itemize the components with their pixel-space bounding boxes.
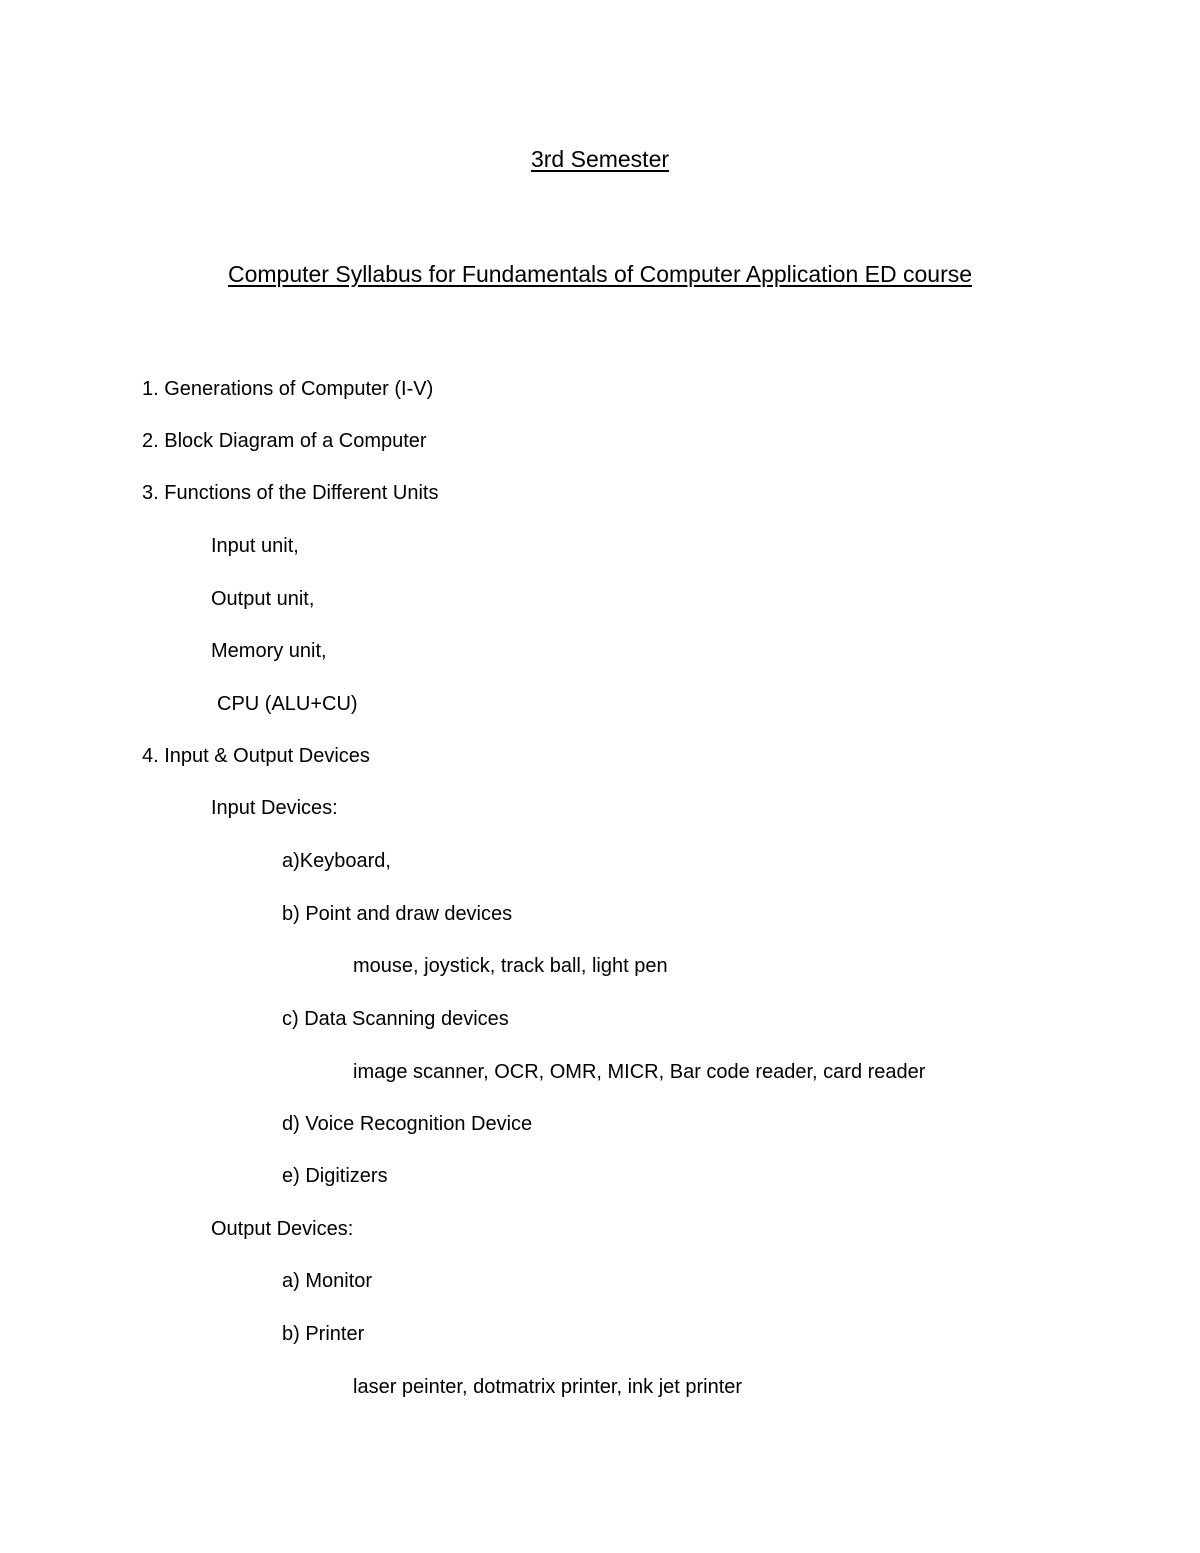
input-device-scanning: c) Data Scanning devices: [282, 1008, 509, 1030]
input-device-voice: d) Voice Recognition Device: [282, 1113, 533, 1135]
input-device-keyboard: a)Keyboard,: [282, 850, 391, 872]
semester-heading: 3rd Semester: [530, 146, 670, 172]
syllabus-item-functions: 3. Functions of the Different Units: [142, 482, 439, 504]
unit-input: Input unit,: [211, 535, 299, 557]
unit-output: Output unit,: [211, 588, 315, 610]
input-device-digitizers: e) Digitizers: [282, 1165, 388, 1187]
unit-memory: Memory unit,: [211, 640, 327, 662]
printer-examples: laser peinter, dotmatrix printer, ink jet printer: [353, 1376, 743, 1398]
syllabus-title: Computer Syllabus for Fundamentals of Computer Application ED course: [227, 261, 973, 287]
syllabus-item-block-diagram: 2. Block Diagram of a Computer: [142, 430, 427, 452]
output-device-monitor: a) Monitor: [282, 1270, 373, 1292]
input-device-point-draw: b) Point and draw devices: [282, 903, 513, 925]
scanning-examples: image scanner, OCR, OMR, MICR, Bar code reader, card reader: [353, 1061, 926, 1083]
output-device-printer: b) Printer: [282, 1323, 365, 1345]
output-devices-heading: Output Devices:: [211, 1218, 354, 1240]
syllabus-item-io-devices: 4. Input & Output Devices: [142, 745, 370, 767]
unit-cpu: CPU (ALU+CU): [217, 693, 358, 715]
point-draw-examples: mouse, joystick, track ball, light pen: [353, 955, 668, 977]
syllabus-item-generations: 1. Generations of Computer (I-V): [142, 378, 434, 400]
input-devices-heading: Input Devices:: [211, 797, 338, 819]
